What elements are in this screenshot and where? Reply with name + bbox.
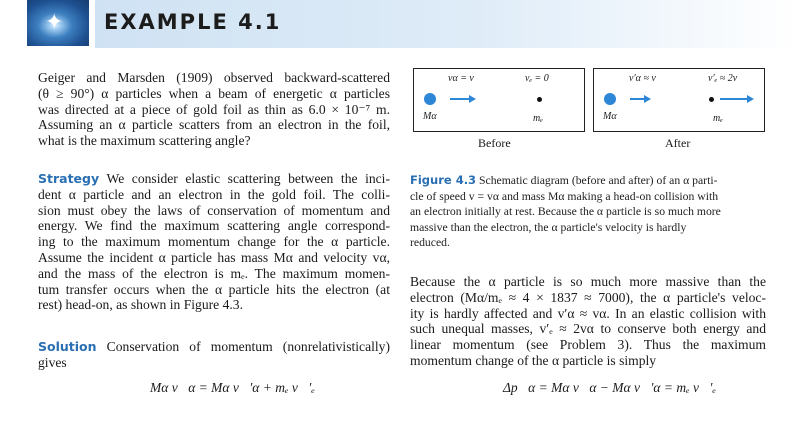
explanation-line: ity is hardly affected and v′α ≈ vα. In an elastic collision with xyxy=(410,305,766,321)
explanation-line: linear momentum (see Problem 3). Thus the maximum xyxy=(410,337,766,353)
before-me-label: mₑ xyxy=(533,113,543,124)
explanation-line: momentum change of the α particle is simply xyxy=(410,352,657,368)
alpha-particle xyxy=(604,93,616,105)
after-va-label: v′α ≈ v xyxy=(629,73,656,84)
strategy-line: Assume the incident α particle has mass Mα and velocity vα, xyxy=(38,249,390,265)
figure-caption xyxy=(410,173,770,251)
explanation-line: electron (Mα/mₑ ≈ 4 × 1837 ≈ 7000), the α particle's veloc- xyxy=(410,289,766,305)
velocity-arrow xyxy=(720,98,748,100)
strategy-line: We consider elastic scattering between the inci- xyxy=(106,171,390,186)
problem-line: Geiger and Marsden (1909) observed backward-scattered xyxy=(38,70,390,85)
figure-before-panel xyxy=(413,68,585,132)
strategy-paragraph xyxy=(38,171,390,313)
strategy-line: ing to the maximum momentum change for the α particle. xyxy=(38,234,390,250)
before-caption: Before xyxy=(478,136,511,150)
velocity-arrow xyxy=(450,98,470,100)
momentum-change-equation: Δp⃗α = Mα v⃗α − Mα v⃗′α = mₑ v⃗′ₑ xyxy=(503,380,717,395)
solution-paragraph xyxy=(38,339,390,371)
solution-heading: Solution xyxy=(38,339,97,354)
after-me-label: mₑ xyxy=(713,113,723,124)
strategy-line: energy. We find the maximum scattering angle correspond- xyxy=(38,218,390,234)
after-ve-label: v′ₑ ≈ 2v xyxy=(708,73,738,84)
strategy-line: rest) head-on, as shown in Figure 4.3. xyxy=(38,297,244,313)
explanation-paragraph xyxy=(410,274,766,369)
figure-caption-line: reduced. xyxy=(410,236,450,250)
solution-line: Conservation of momentum (nonrelativistically) xyxy=(106,339,390,354)
velocity-arrow xyxy=(630,98,645,100)
strategy-line: sion must obey the laws of conservation of momentum and xyxy=(38,202,390,218)
figure-caption-line: cle of speed v = vα and mass Mα making a head-on collision with xyxy=(410,189,719,203)
explanation-line: such unequal masses, v′ₑ ≈ 2vα to conserve both energy and xyxy=(410,321,766,337)
strategy-heading: Strategy xyxy=(38,171,100,186)
problem-line: what is the maximum scattering angle? xyxy=(38,133,251,149)
strategy-line: tum transfer occurs when the α particle hits the electron (at xyxy=(38,281,390,297)
problem-line: (θ ≥ 90°) α particles when a beam of energetic α particles xyxy=(38,85,390,101)
explanation-line: Because the α particle is so much more massive than the xyxy=(410,274,766,289)
electron xyxy=(537,97,542,102)
figure-after-panel xyxy=(593,68,765,132)
before-ve-label: vₑ = 0 xyxy=(525,73,549,84)
before-Ma-label: Mα xyxy=(423,111,437,122)
spark-icon: ✦ xyxy=(27,0,89,46)
figure-caption-line: an electron initially at rest. Because the α particle is so much more xyxy=(410,205,721,219)
problem-line: Assuming an α particle scatters from an electron in the foil, xyxy=(38,117,390,133)
after-caption: After xyxy=(665,136,691,150)
strategy-line: dent α particle and an electron in the gold foil. The colli- xyxy=(38,186,390,202)
solution-line: gives xyxy=(38,354,67,370)
figure-caption-line: massive than the electron, the α particle's velocity is hardly xyxy=(410,220,687,234)
after-Ma-label: Mα xyxy=(603,111,617,122)
electron xyxy=(709,97,714,102)
problem-statement xyxy=(38,70,390,149)
example-title: EXAMPLE 4.1 xyxy=(104,10,282,34)
strategy-line: and the mass of the electron is mₑ. The maximum momen- xyxy=(38,265,390,281)
momentum-equation: Mα v⃗α = Mα v⃗′α + mₑ v⃗′ₑ xyxy=(150,380,315,395)
figure-label: Figure 4.3 xyxy=(410,173,477,187)
before-va-label: vα = v xyxy=(448,73,474,84)
problem-line: was directed at a piece of gold foil as thin as 6.0 × 10⁻⁷ m. xyxy=(38,101,390,117)
alpha-particle xyxy=(424,93,436,105)
figure-caption-line: Schematic diagram (before and after) of an α parti- xyxy=(479,174,718,187)
